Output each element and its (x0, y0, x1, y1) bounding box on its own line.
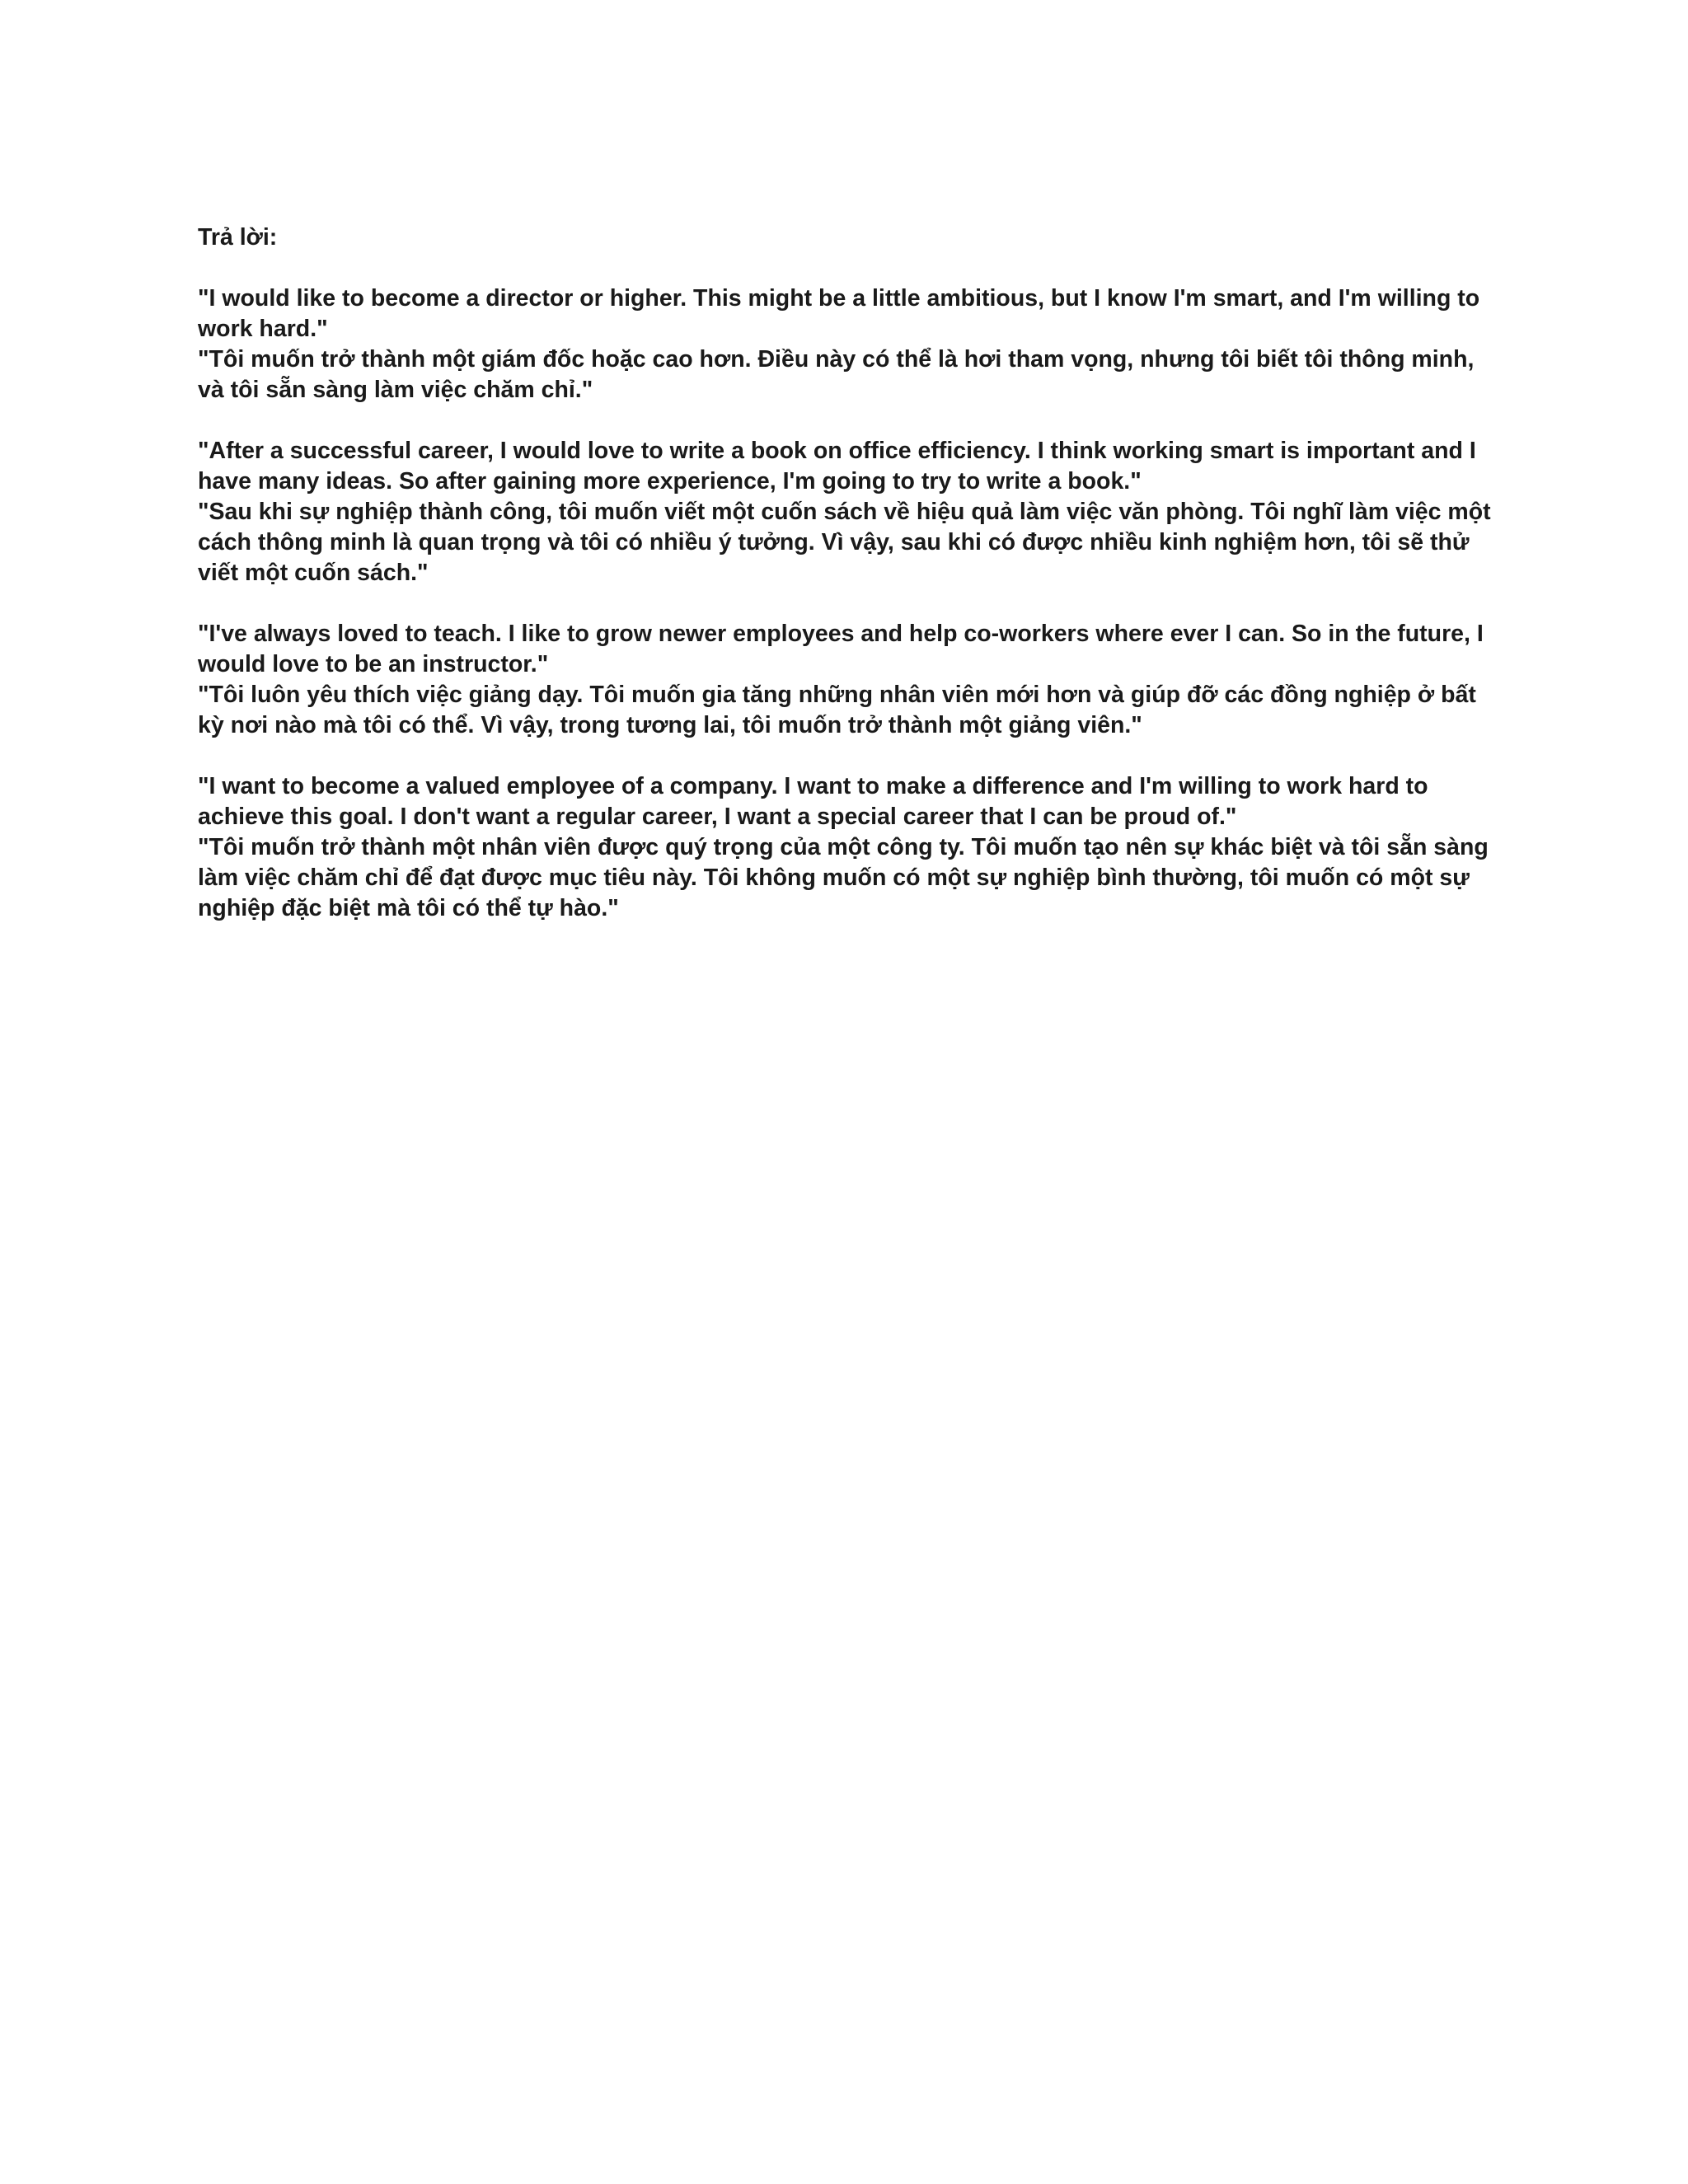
answer-vietnamese: "Tôi muốn trở thành một nhân viên được quý trọng của một công ty. Tôi muốn tạo nên sự khác biệt và tôi sẵn sàng làm việc chăm chỉ để đạt được mục tiêu này. Tôi không muốn có một sự nghiệp bình thường, tôi muốn có một sự nghiệp đặc biệt mà tôi có thể tự hào." (198, 834, 1489, 921)
answer-vietnamese: "Sau khi sự nghiệp thành công, tôi muốn viết một cuốn sách về hiệu quả làm việc văn phòng. Tôi nghĩ làm việc một cách thông minh là quan trọng và tôi có nhiều ý tưởng. Vì vậy, sau khi có được nhiều kinh nghiệm hơn, tôi sẽ thử viết một cuốn sách." (198, 499, 1491, 586)
answer-vietnamese: "Tôi luôn yêu thích việc giảng dạy. Tôi muốn gia tăng những nhân viên mới hơn và giúp đỡ các đồng nghiệp ở bất kỳ nơi nào mà tôi có thể. Vì vậy, trong tương lai, tôi muốn trở thành một giảng viên." (198, 682, 1476, 738)
answer-vietnamese: "Tôi muốn trở thành một giám đốc hoặc cao hơn. Điều này có thể là hơi tham vọng, nhưng tôi biết tôi thông minh, và tôi sẵn sàng làm việc chăm chỉ." (198, 346, 1475, 403)
answer-english: "After a successful career, I would love to write a book on office efficiency. I think working smart is important and I have many ideas. So after gaining more experience, I'm going to try to write a book." (198, 438, 1476, 494)
answer-block-2 (198, 436, 1500, 588)
answer-english: "I've always loved to teach. I like to grow newer employees and help co-workers where ever I can. So in the future, I would love to be an instructor." (198, 621, 1484, 677)
answer-block-1 (198, 284, 1500, 405)
document-body (198, 223, 1500, 954)
answer-english: "I would like to become a director or higher. This might be a little ambitious, but I know I'm smart, and I'm willing to work hard." (198, 285, 1480, 342)
answer-block-4 (198, 771, 1500, 924)
answer-block-3 (198, 619, 1500, 741)
answer-english: "I want to become a valued employee of a company. I want to make a difference and I'm willing to work hard to achieve this goal. I don't want a regular career, I want a special career that I can be proud of." (198, 773, 1428, 830)
answer-heading: Trả lời: (198, 224, 278, 251)
